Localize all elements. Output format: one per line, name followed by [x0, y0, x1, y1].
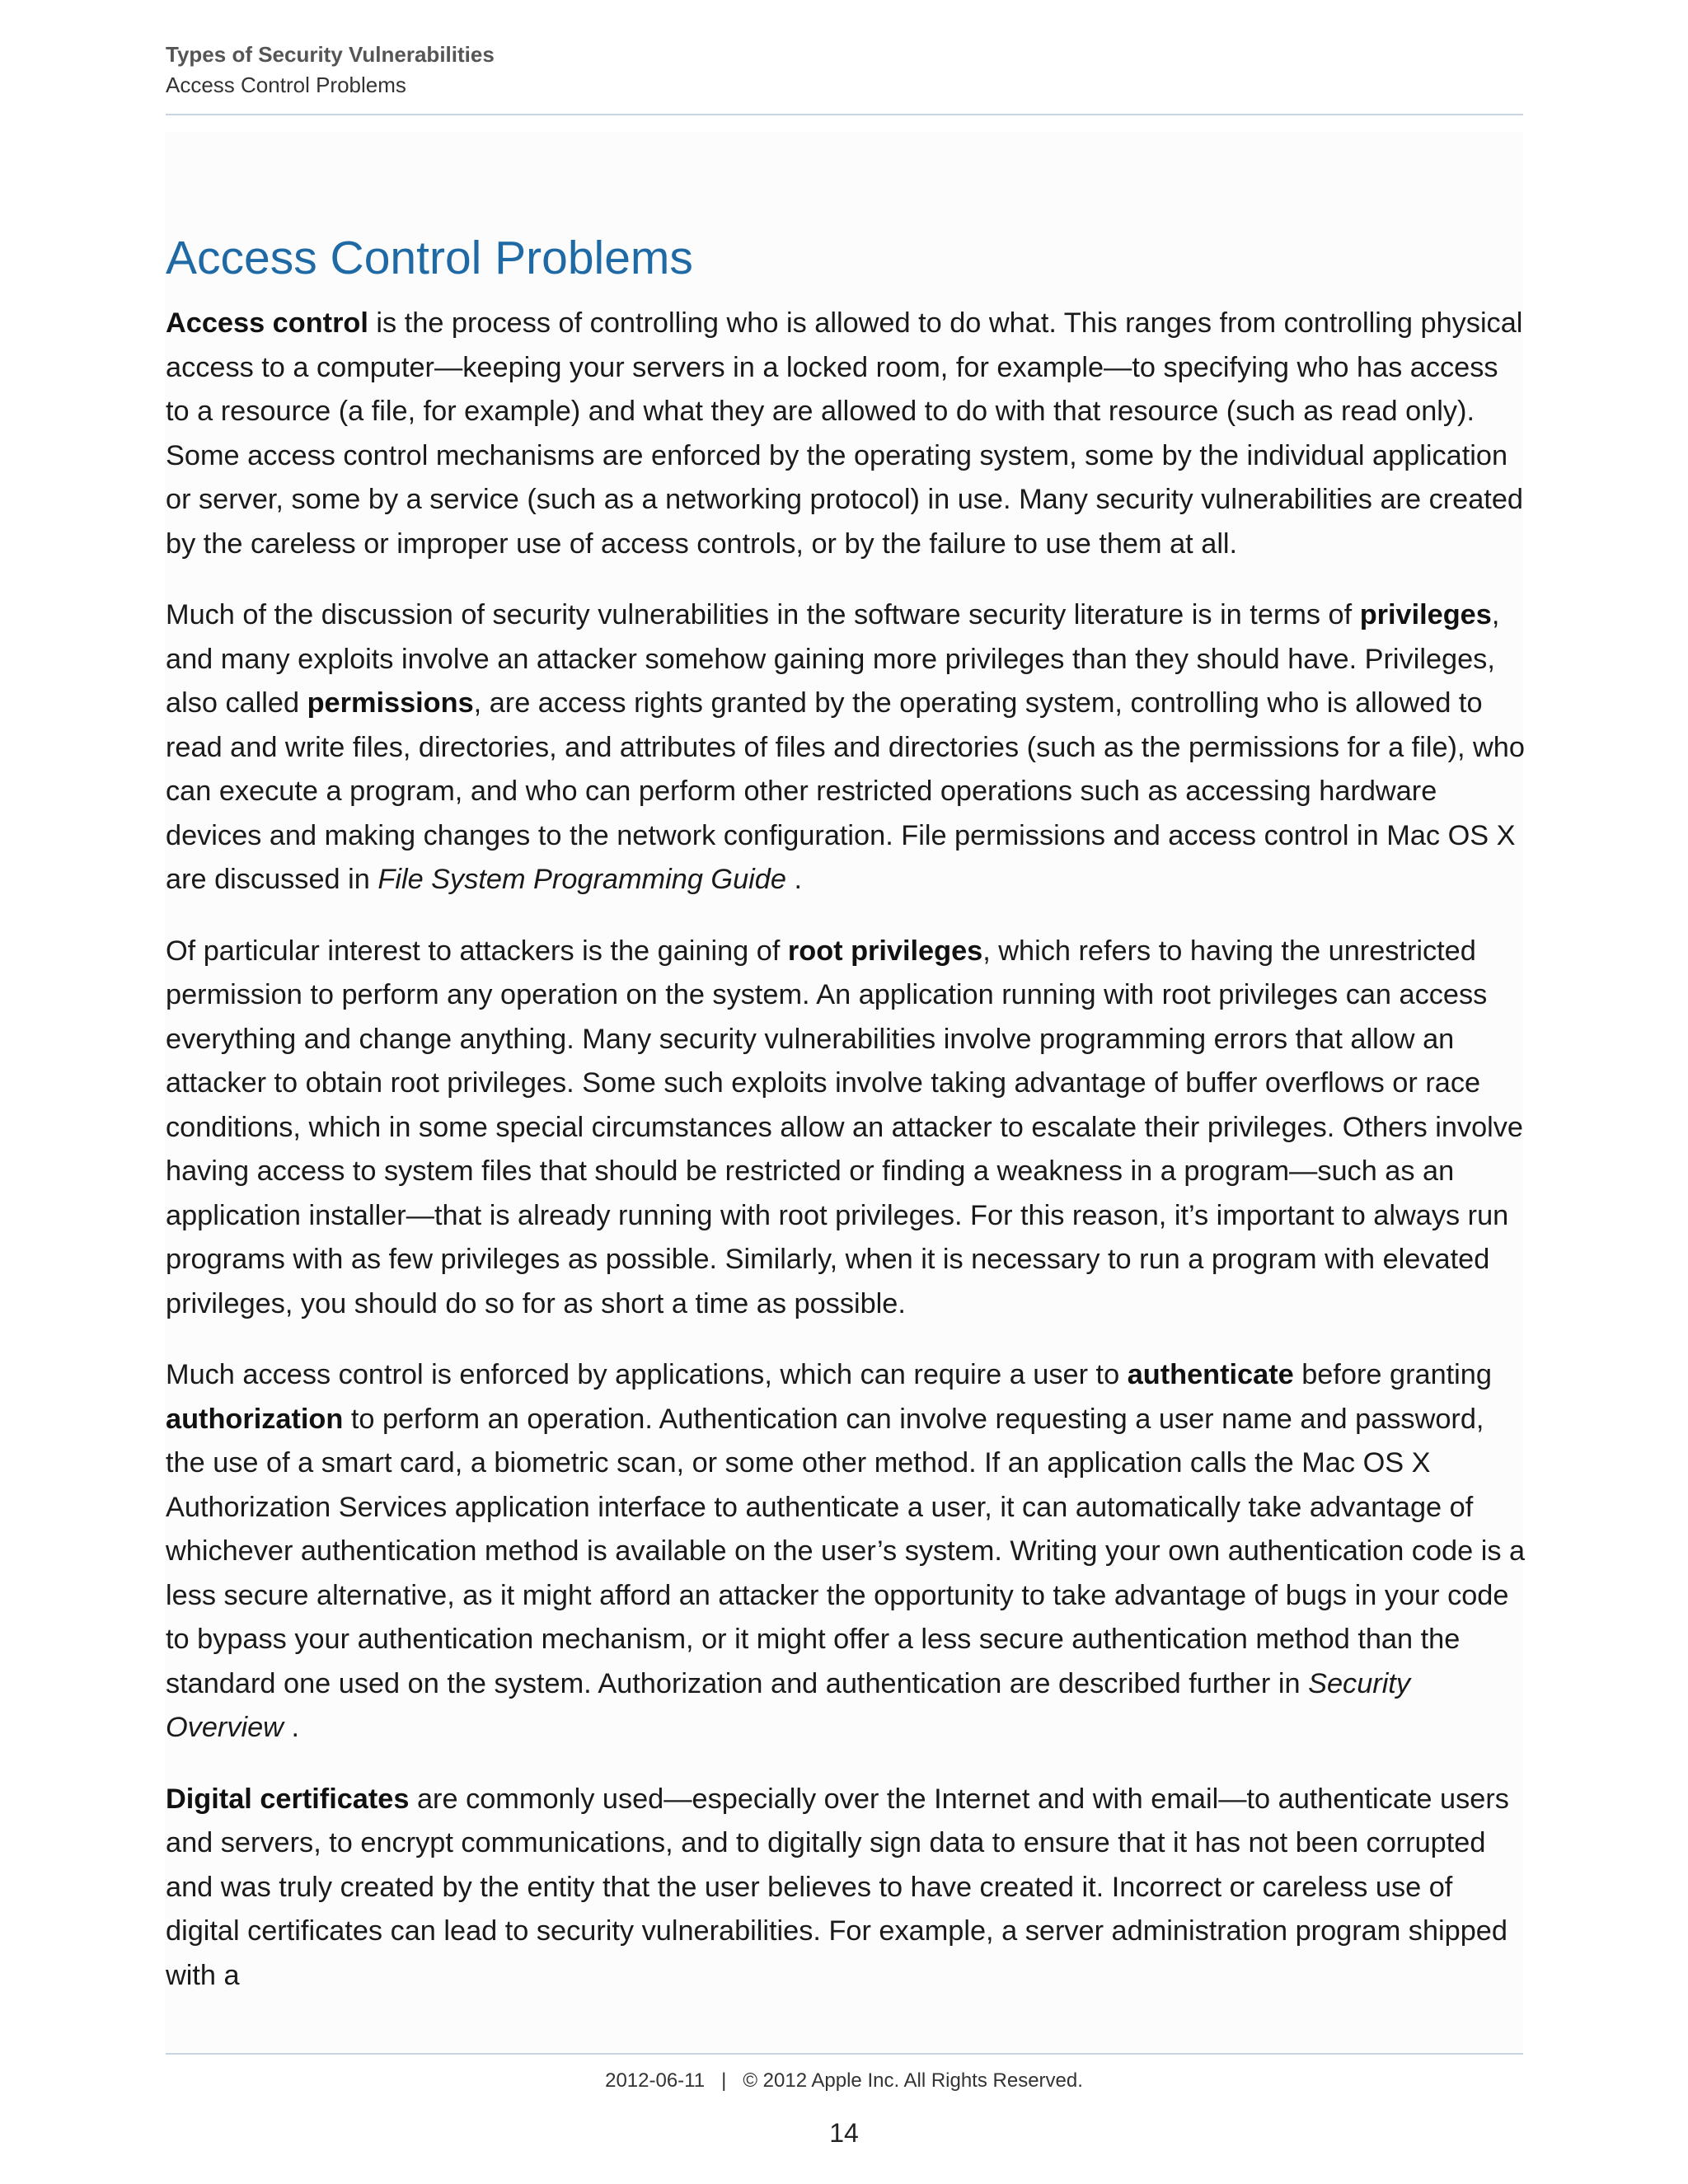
- paragraph-text: Of particular interest to attackers is the gaining of: [166, 935, 788, 967]
- paragraph-text: to perform an operation. Authentication can involve requesting a user name and password, the use of a smart card, a biometric scan, or some other method. If an application calls the Mac OS X Authorization Services application interface to authenticate a user, it can automatically take advantage of whichever authentication method is available on the user’s system. Writing your own authentication code is a less secure alternative, as it might afford an attacker the opportunity to take advantage of bugs in your code to bypass your authentication mechanism, or it might offer a less secure authentication method than the standard one used on the system. Authorization and authentication are described further in: [166, 1403, 1526, 1699]
- footer-copyright: © 2012 Apple Inc. All Rights Reserved.: [743, 2069, 1083, 2092]
- header-divider: [166, 114, 1523, 115]
- paragraph-authentication: [166, 1353, 1526, 1750]
- paragraph-root-privileges: [166, 930, 1526, 1327]
- term-privileges: privileges: [1359, 599, 1492, 630]
- running-header: [166, 40, 1523, 101]
- paragraph-text: , which refers to having the unrestricted permission to perform any operation on the system. An application running with root privileges can access everything and change anything. Many security vulnerabilities involve programming errors that allow an attacker to obtain root privileges. Some such exploits involve taking advantage of buffer overflows or race conditions, which in some special circumstances allow an attacker to escalate their privileges. Others involve having access to system files that should be restricted or finding a weakness in a program—such as an application installer—that is already running with root privileges. For this reason, it’s important to always run programs with as few privileges as possible. Similarly, when it is necessary to run a program with elevated privileges, you should do so for as short a time as possible.: [166, 935, 1524, 1319]
- paragraph-text: are commonly used—especially over the Internet and with email—to authenticate users and servers, to encrypt communications, and to digitally sign data to ensure that it has not been corrupted and was truly created by the entity that the user believes to have created it. Incorrect or careless use of digital certificates can lead to security vulnerabilities. For example, a server administration program shipped with a: [166, 1783, 1509, 1991]
- paragraph-text: .: [283, 1712, 299, 1743]
- footer: [0, 2067, 1688, 2095]
- term-root-privileges: root privileges: [787, 935, 983, 967]
- paragraph-text: .: [785, 864, 803, 895]
- paragraph-text: Much access control is enforced by applications, which can require a user to: [166, 1359, 1128, 1390]
- footer-separator: |: [721, 2069, 727, 2092]
- term-permissions: permissions: [307, 687, 474, 719]
- paragraph-text: , and many exploits involve an attacker somehow gaining more privileges than they should have. Privileges, also called: [166, 599, 1500, 719]
- paragraph-access-control: [166, 302, 1526, 566]
- chapter-title: Types of Security Vulnerabilities: [166, 42, 495, 67]
- paragraph-text: Much of the discussion of security vulnerabilities in the software security literature is in terms of: [166, 599, 1360, 630]
- paragraph-text: is the process of controlling who is allowed to do what. This ranges from controlling physical access to a computer—keeping your servers in a locked room, for example—to specifying who has access to a resource (a file, for example) and what they are allowed to do with that resource (such as read only). Some access control mechanisms are enforced by the operating system, some by the individual application or server, some by a service (such as a networking protocol) in use. Many security vulnerabilities are created by the careless or improper use of access controls, or by the failure to use them at all.: [166, 307, 1523, 560]
- paragraph-text: before granting: [1293, 1359, 1492, 1390]
- term-digital-certificates: Digital certificates: [166, 1783, 410, 1815]
- term-access-control: Access control: [166, 307, 368, 339]
- section-title: Access Control Problems: [166, 73, 406, 97]
- page-title: Access Control Problems: [166, 232, 693, 284]
- doc-link-file-system-programming-guide[interactable]: File System Programming Guide: [377, 864, 786, 895]
- term-authenticate: authenticate: [1127, 1359, 1294, 1390]
- footer-divider: [166, 2053, 1523, 2055]
- main-content: [166, 224, 1526, 2025]
- doc-link-security-overview[interactable]: Security Overview: [166, 1667, 1410, 1743]
- paragraph-digital-certificates: [166, 1778, 1526, 1999]
- term-authorization: authorization: [166, 1403, 344, 1435]
- page-number: 14: [829, 2118, 859, 2148]
- paragraph-privileges: [166, 593, 1526, 902]
- paragraph-text: , are access rights granted by the operating system, controlling who is allowed to read and write files, directories, and attributes of files and directories (such as the permissions for a file), who can execute a program, and who can perform other restricted operations such as accessing hardware devices and making changes to the network configuration. File permissions and access control in Mac OS X are discussed in: [166, 687, 1525, 895]
- footer-date: 2012-06-11: [605, 2069, 706, 2092]
